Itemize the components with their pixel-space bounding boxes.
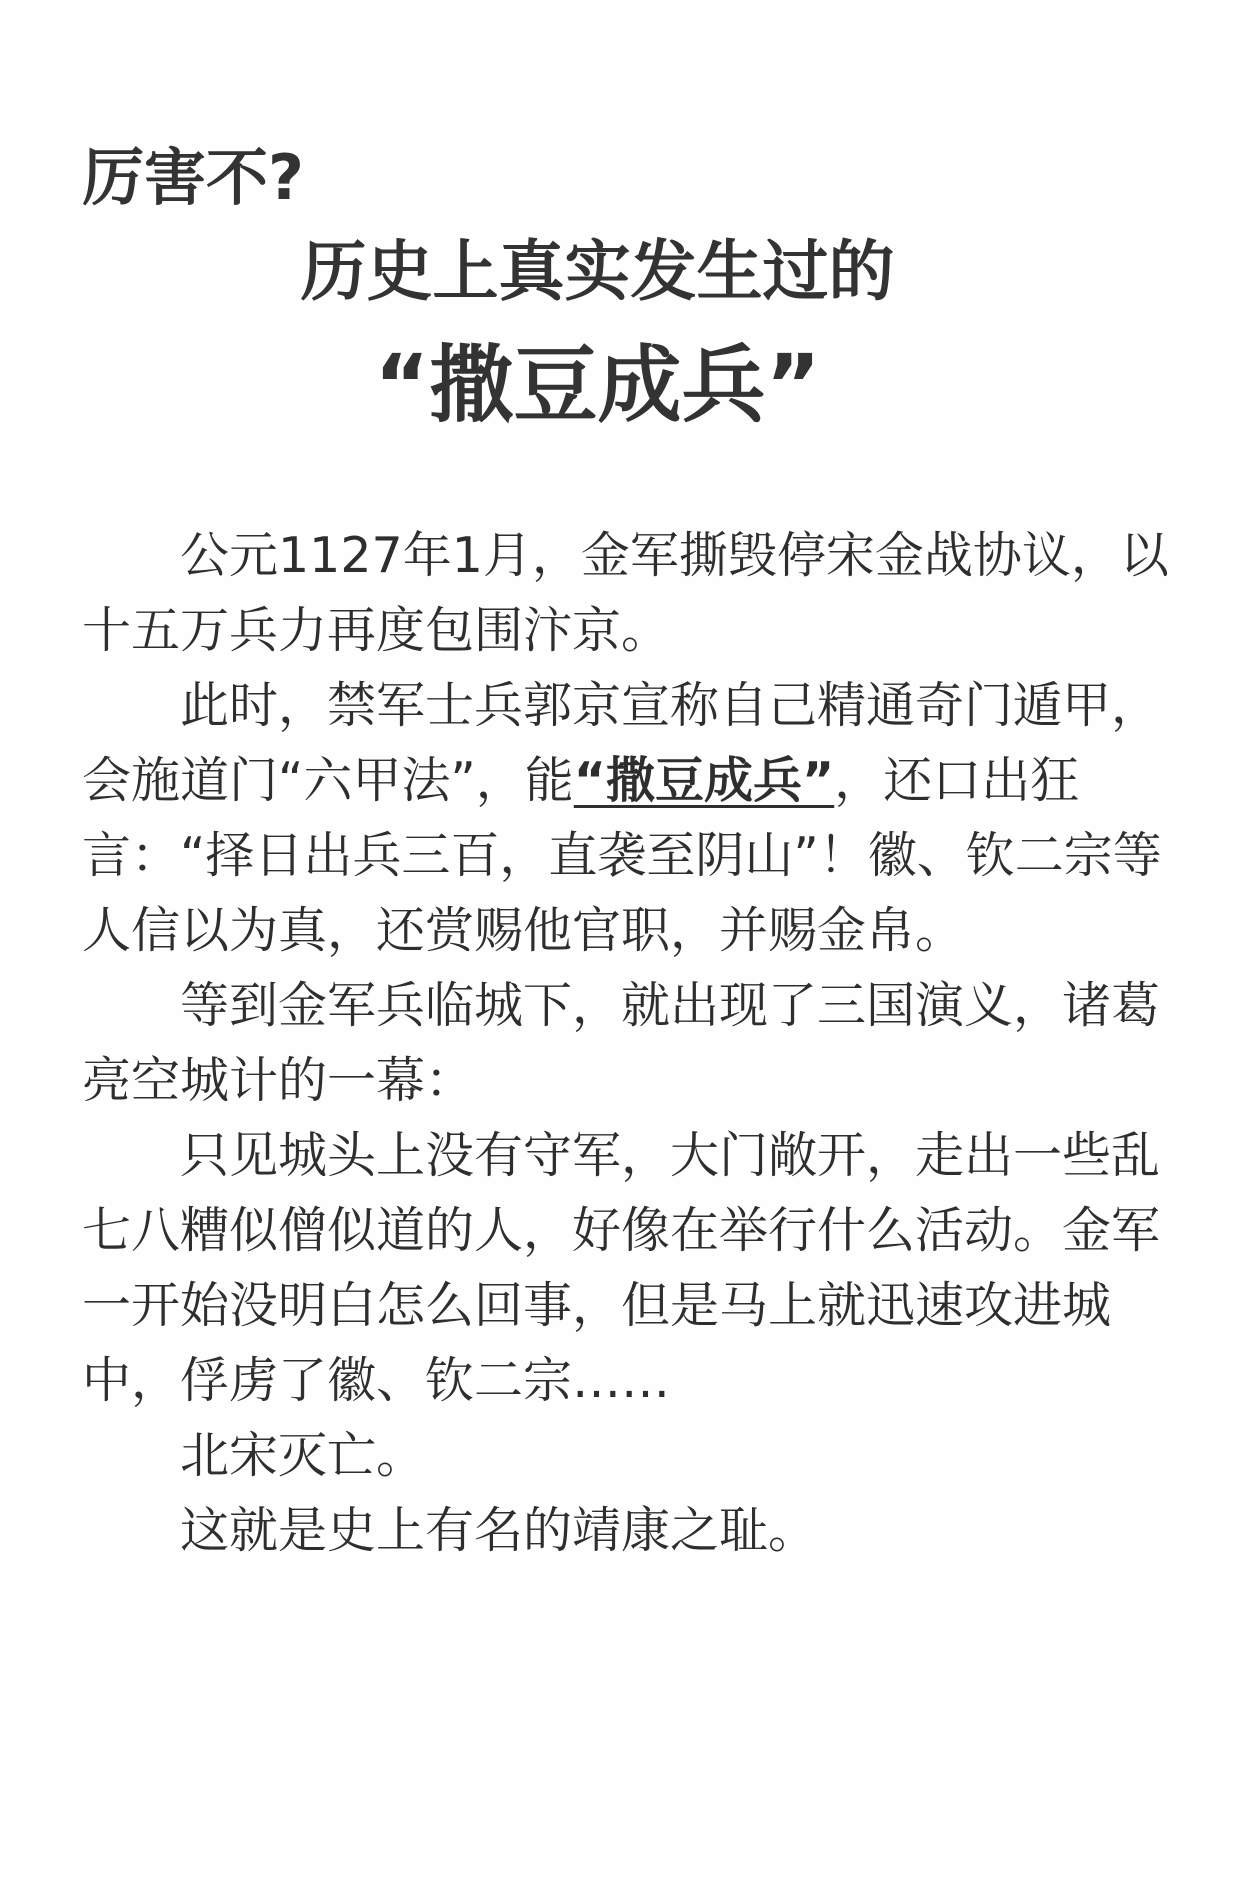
paragraph-5: 北宋灭亡。 xyxy=(180,1427,426,1484)
headline-subtitle: 历史上真实发生过的 xyxy=(300,233,895,310)
paragraph-2-text-end: ，还口出狂言：“择日出兵三百，直袭至阴山”！徽、钦二宗等人信以为真，还赏赐他官职，并赐金帛。 xyxy=(82,752,1162,959)
paragraph-2-text-start: 此时，禁军士兵郭京宣称自己精通奇门遁甲，会施道门“六甲法”，能 xyxy=(82,677,1161,809)
paragraph-1: 公元1127年1月，金军撕毁停宋金战协议，以十五万兵力再度包围汴京。 xyxy=(82,527,1169,659)
highlighted-phrase: “撒豆成兵” xyxy=(573,752,835,809)
paragraph-2 xyxy=(82,668,1172,968)
headline-question: 厉害不? xyxy=(82,141,304,214)
paragraph-4: 只见城头上没有守军，大门敞开，走出一些乱七八糟似僧似道的人，好像在举行什么活动。金军一开始没明白怎么回事，但是马上就迅速攻进城中，俘虏了徽、钦二宗…… xyxy=(82,1127,1161,1409)
article-body xyxy=(82,518,1172,1568)
headline-title: “撒豆成兵” xyxy=(374,336,821,434)
paragraph-6: 这就是史上有名的靖康之耻。 xyxy=(180,1502,818,1559)
paragraph-3: 等到金军兵临城下，就出现了三国演义，诸葛亮空城计的一幕： xyxy=(82,977,1161,1109)
